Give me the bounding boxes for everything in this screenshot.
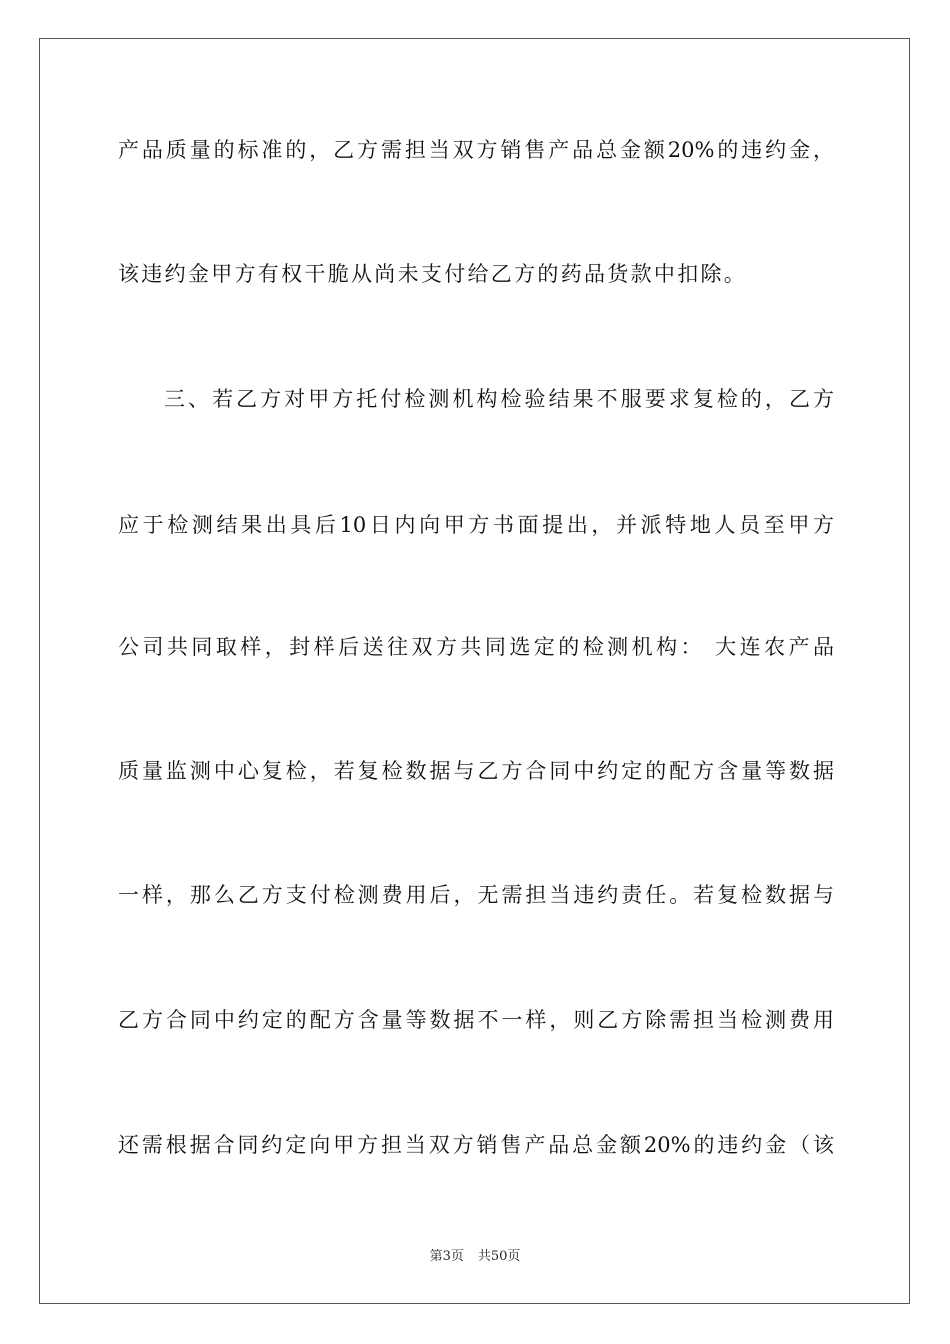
paragraph-line: 产品质量的标准的，乙方需担当双方销售产品总金额20%的违约金， <box>118 138 834 162</box>
paragraph-line: 质量监测中心复检，若复检数据与乙方合同中约定的配方含量等数据 <box>118 759 834 783</box>
paragraph-line: 乙方合同中约定的配方含量等数据不一样，则乙方除需担当检测费用 <box>118 1008 834 1032</box>
paragraph-line: 一样，那么乙方支付检测费用后，无需担当违约责任。若复检数据与 <box>118 883 834 907</box>
paragraph-line: 还需根据合同约定向甲方担当双方销售产品总金额20%的违约金（该 <box>118 1133 834 1157</box>
page-total: 共50页 <box>477 1249 521 1264</box>
paragraph-line: 应于检测结果出具后10日内向甲方书面提出，并派特地人员至甲方 <box>118 513 834 537</box>
paragraph-line: 公司共同取样，封样后送往双方共同选定的检测机构： 大连农产品 <box>118 635 834 659</box>
paragraph-line: 该违约金甲方有权干脆从尚未支付给乙方的药品货款中扣除。 <box>118 262 748 286</box>
paragraph-line: 三、若乙方对甲方托付检测机构检验结果不服要求复检的，乙方 <box>164 387 834 411</box>
page-number: 第3页 <box>429 1249 464 1264</box>
page-footer <box>0 1248 950 1266</box>
